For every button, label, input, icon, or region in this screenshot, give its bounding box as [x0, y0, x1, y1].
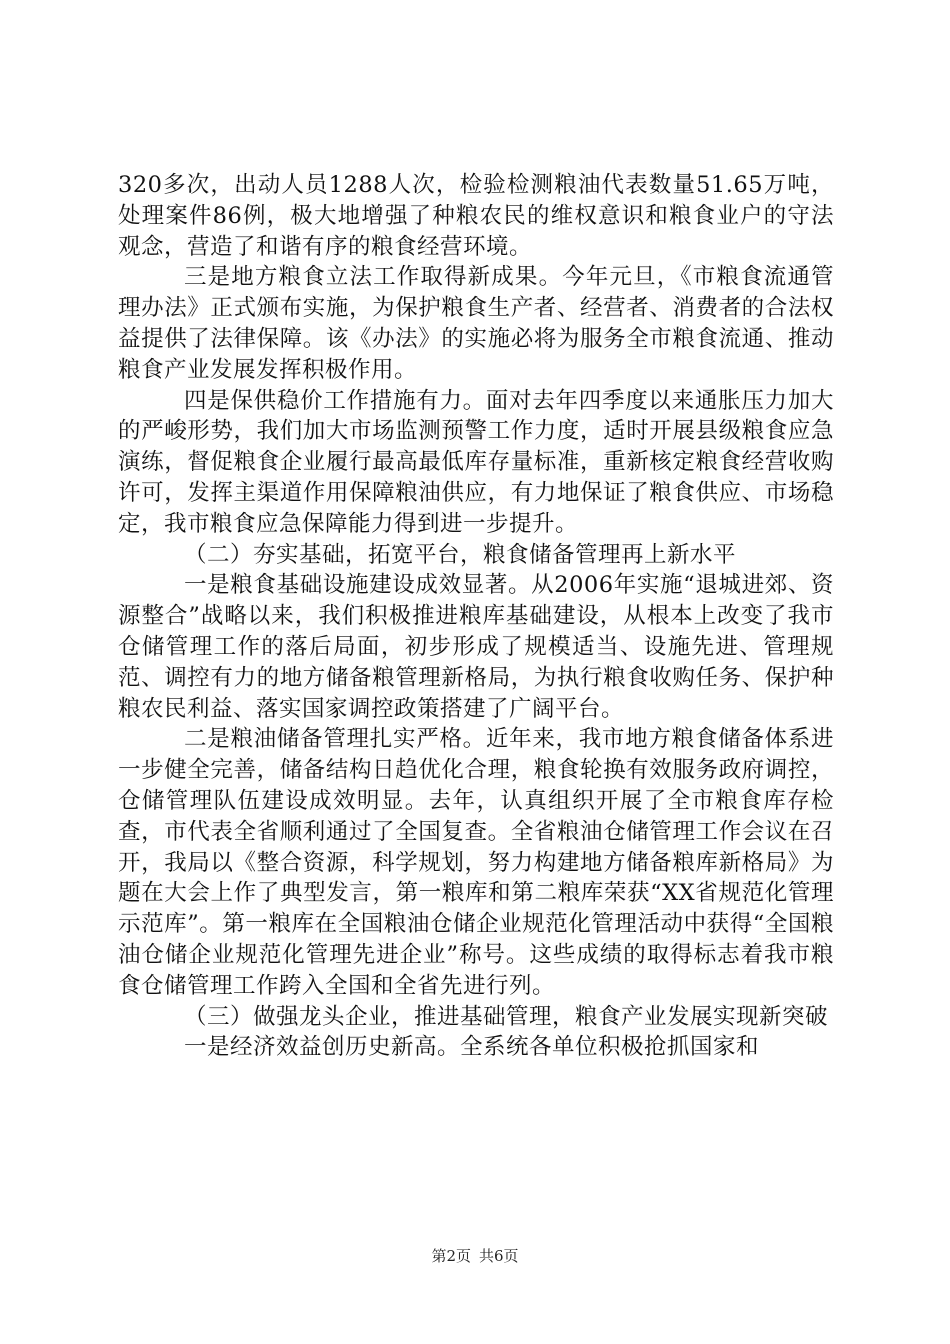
document-body — [118, 170, 834, 1063]
paragraph-5: 二是粮油储备管理扎实严格。近年来，我市地方粮食储备体系进一步健全完善，储备结构日趋优化合理，粮食轮换有效服务政府调控，仓储管理队伍建设成效明显。去年，认真组织开展了全市粮食库存检查，市代表全省顺利通过了全国复查。全省粮油仓储管理工作会议在召开，我局以《整合资源，科学规划，努力构建地方储备粮库新格局》为题在大会上作了典型发言，第一粮库和第二粮库荣获“XX省规范化管理示范库”。第一粮库在全国粮油仓储企业规范化管理活动中获得“全国粮油仓储企业规范化管理先进企业”称号。这些成绩的取得标志着我市粮食仓储管理工作跨入全国和全省先进行列。 — [118, 726, 834, 999]
paragraph-6: 一是经济效益创历史新高。全系统各单位积极抢抓国家和 — [184, 1034, 760, 1061]
paragraph-2: 三是地方粮食立法工作取得新成果。今年元旦，《市粮食流通管理办法》正式颁布实施，为保护粮食生产者、经营者、消费者的合法权益提供了法律保障。该《办法》的实施必将为服务全市粮食流通、推动粮食产业发展发挥积极作用。 — [118, 264, 834, 383]
paragraph-1: 320多次，出动人员1288人次，检验检测粮油代表数量51.65万吨，处理案件86例，极大地增强了种粮农民的维权意识和粮食业户的守法观念，营造了和谐有序的粮食经营环境。 — [118, 172, 834, 260]
page-number: 第2页 — [431, 1247, 471, 1265]
page-total: 共6页 — [479, 1247, 519, 1265]
paragraph-3: 四是保供稳价工作措施有力。面对去年四季度以来通胀压力加大的严峻形势，我们加大市场监测预警工作力度，适时开展县级粮食应急演练，督促粮食企业履行最高最低库存量标准，重新核定粮食经营收购许可，发挥主渠道作用保障粮油供应，有力地保证了粮食供应、市场稳定，我市粮食应急保障能力得到进一步提升。 — [118, 387, 834, 537]
page-footer — [0, 1246, 950, 1266]
section-heading-2: （二）夯实基础，拓宽平台，粮食储备管理再上新水平 — [184, 541, 737, 568]
section-heading-3: （三）做强龙头企业，推进基础管理，粮食产业发展实现新突破 — [184, 1003, 829, 1030]
paragraph-4: 一是粮食基础设施建设成效显著。从2006年实施“退城进郊、资源整合”战略以来，我们积极推进粮库基础建设，从根本上改变了我市仓储管理工作的落后局面，初步形成了规模适当、设施先进、管理规范、调控有力的地方储备粮管理新格局，为执行粮食收购任务、保护种粮农民利益、落实国家调控政策搭建了广阔平台。 — [118, 572, 834, 722]
